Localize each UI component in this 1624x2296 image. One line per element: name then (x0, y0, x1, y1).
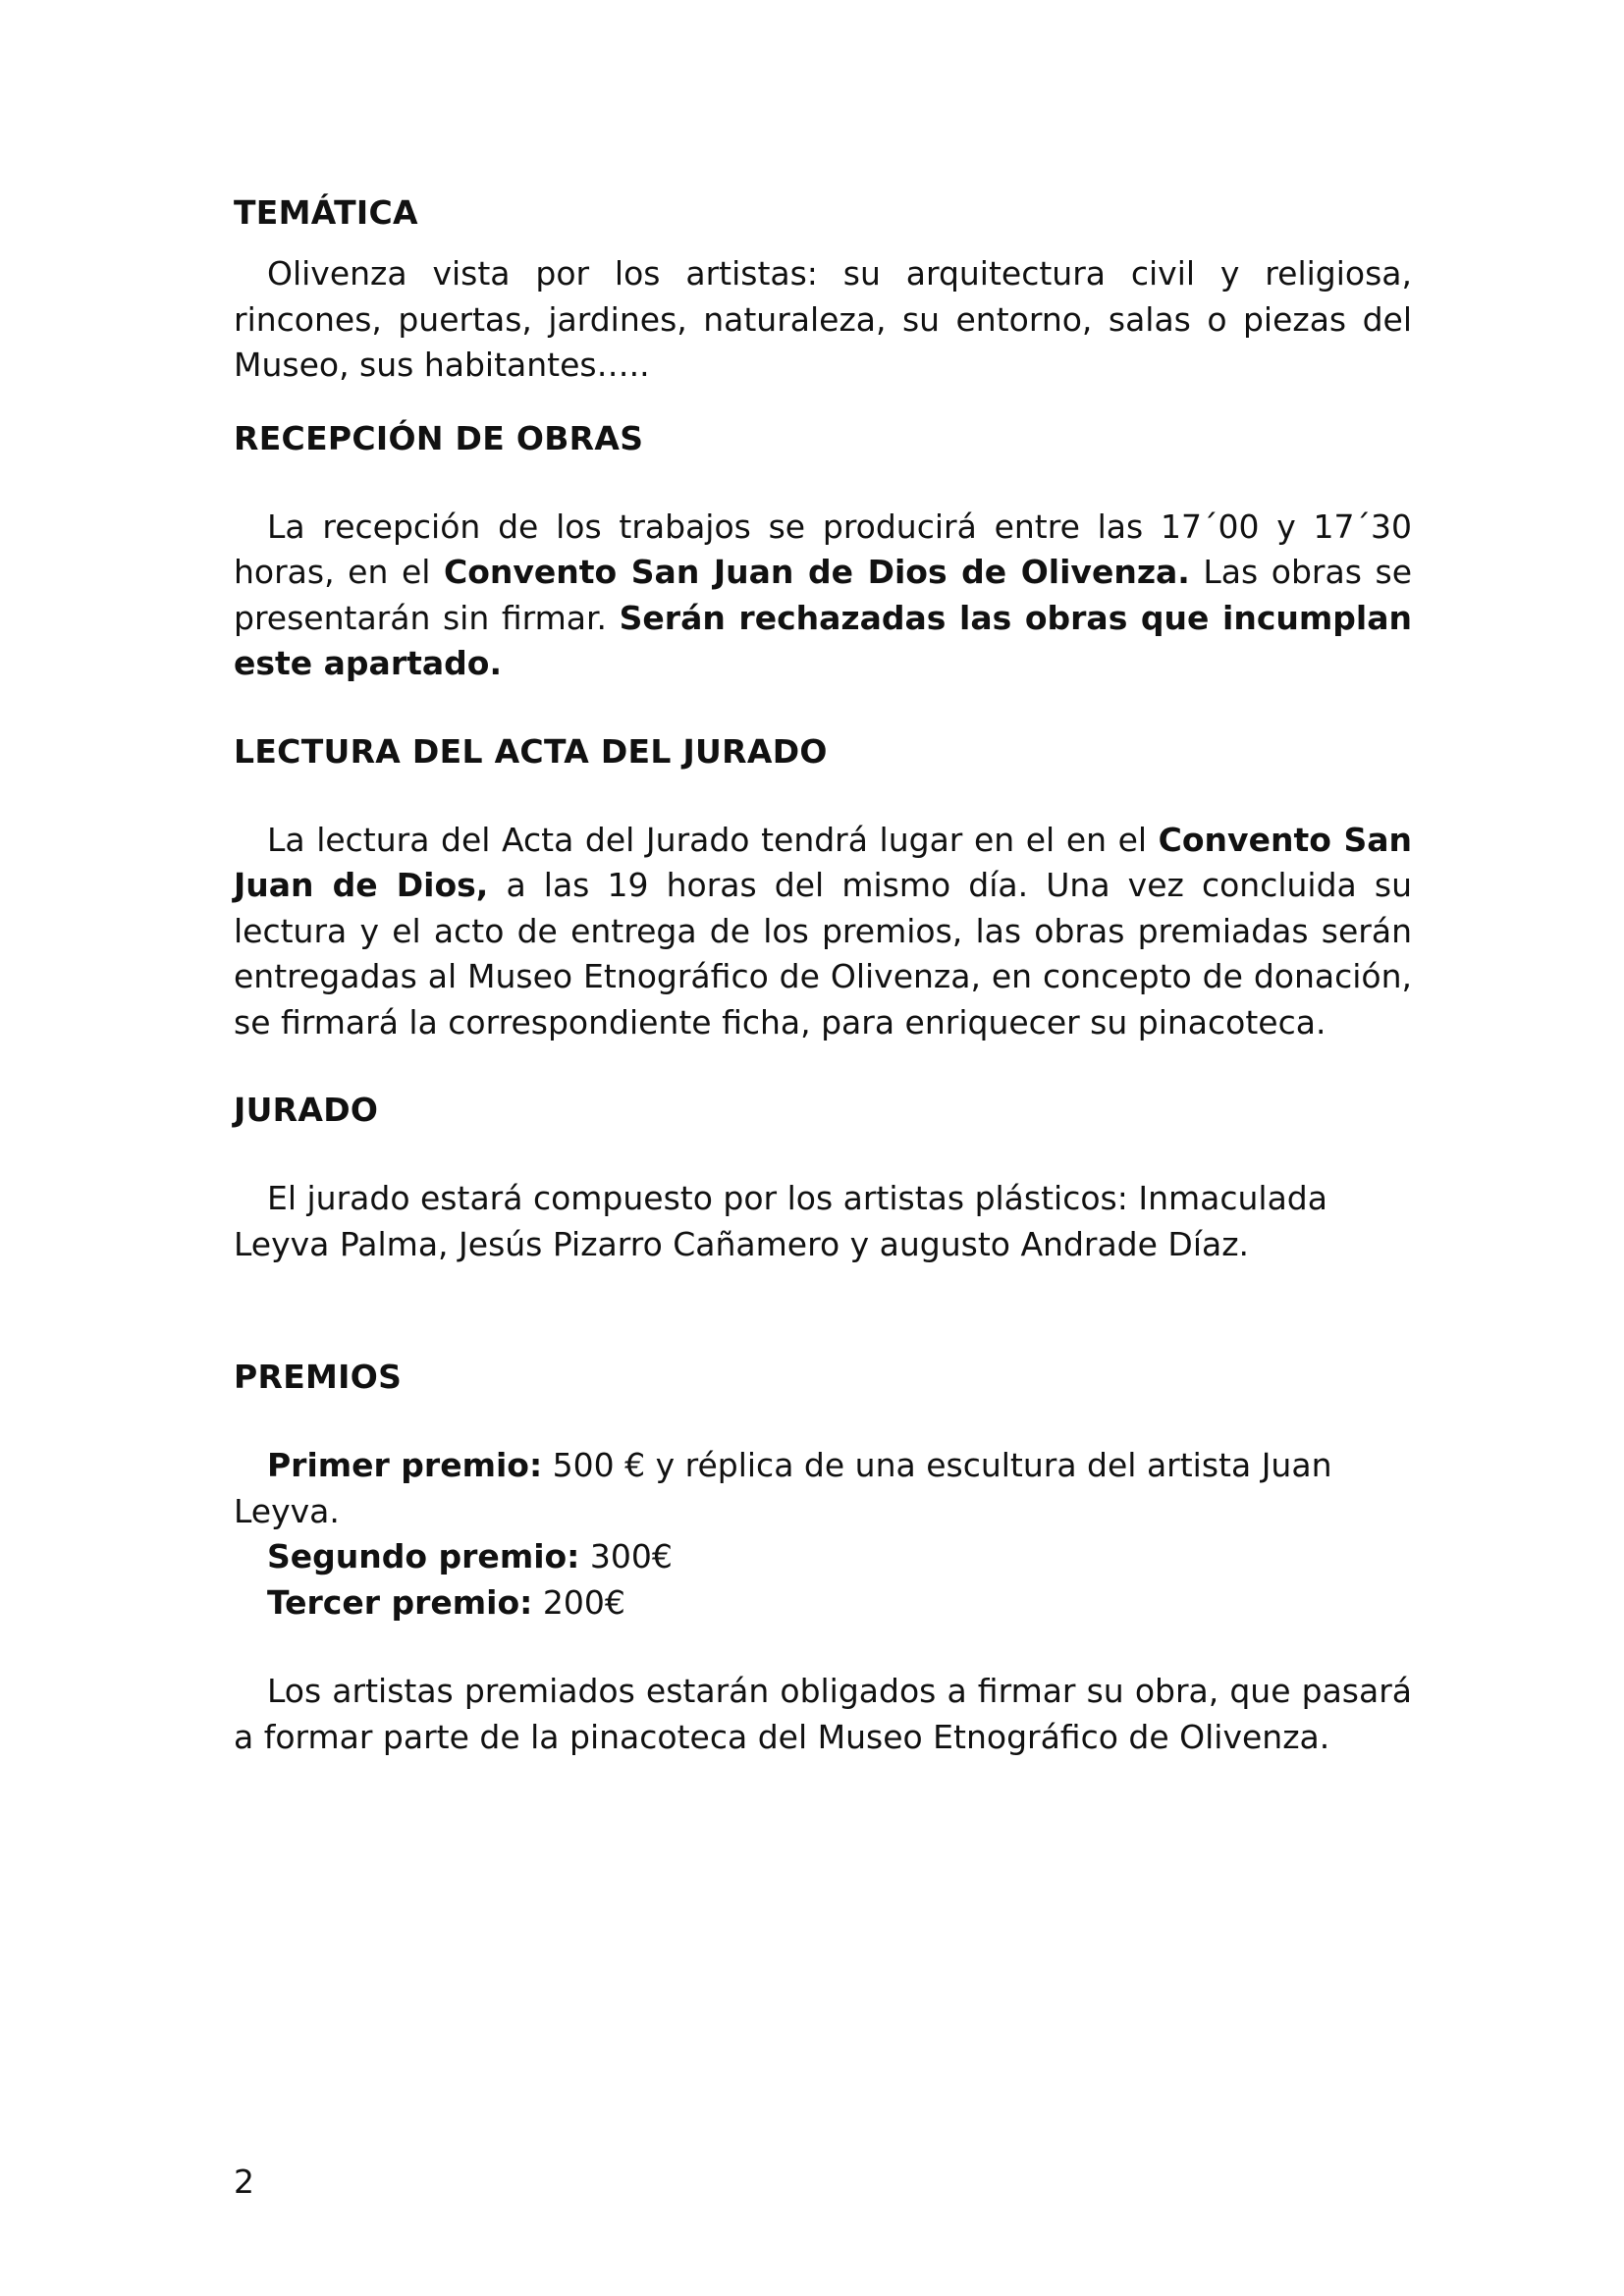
prize-first (234, 1443, 1412, 1534)
heading-recepcion: RECEPCIÓN DE OBRAS (234, 418, 644, 457)
prize-second (234, 1534, 1412, 1580)
paragraph-premios-closing: Los artistas premiados estarán obligados a firmar su obra, que pasará a formar parte de la pinacoteca del Museo Etnográfico de Olivenza. (234, 1672, 1412, 1756)
lectura-text-1: La lectura del Acta del Jurado tendrá lugar en el en el (267, 820, 1159, 859)
lectura-bold-venue: Convento San Juan de Dios, (234, 820, 1412, 904)
paragraph-tematica: Olivenza vista por los artistas: su arquitectura civil y religiosa, rincones, puertas, jardines, naturaleza, su entorno, salas o piezas del Museo, sus habitantes….. (234, 254, 1412, 384)
heading-tematica: TEMÁTICA (234, 193, 418, 232)
recepcion-text-1: La recepción de los trabajos se producirá entre las 17´00 y 17´30 horas, en el (234, 507, 1412, 591)
prize-third (234, 1580, 1412, 1627)
prize-third-label: Tercer premio: (267, 1582, 533, 1622)
heading-jurado: JURADO (234, 1091, 379, 1129)
heading-lectura: LECTURA DEL ACTA DEL JURADO (234, 731, 828, 771)
heading-premios: PREMIOS (234, 1358, 403, 1396)
paragraph-jurado: El jurado estará compuesto por los artistas plásticos: Inmaculada Leyva Palma, Jesús Pizarro Cañamero y augusto Andrade Díaz. (234, 1179, 1327, 1263)
lectura-text-2: a las 19 horas del mismo día. Una vez concluida su lectura y el acto de entrega de los premios, las obras premiadas serán entregadas al Museo Etnográfico de Olivenza, en concepto de donación, se firmará la correspondiente ficha, para enriquecer su pinacoteca. (234, 866, 1412, 1041)
recepcion-bold-venue: Convento San Juan de Dios de Olivenza. (444, 553, 1190, 591)
prize-second-value: 300€ (579, 1537, 673, 1575)
recepcion-bold-warning: Serán rechazadas las obras que incumplan este apartado. (234, 598, 1412, 682)
page-number: 2 (234, 2163, 254, 2201)
prize-first-value: 500 € y réplica de una escultura del artista Juan Leyva. (234, 1446, 1332, 1530)
paragraph-lectura (234, 818, 1412, 1046)
paragraph-recepcion (234, 505, 1412, 687)
recepcion-text-2: Las obras se presentarán sin firmar. (234, 553, 1412, 637)
prize-third-value: 200€ (532, 1582, 625, 1622)
document-page (234, 190, 1412, 1760)
prize-second-label: Segundo premio: (267, 1537, 580, 1575)
prize-first-label: Primer premio: (267, 1446, 543, 1484)
